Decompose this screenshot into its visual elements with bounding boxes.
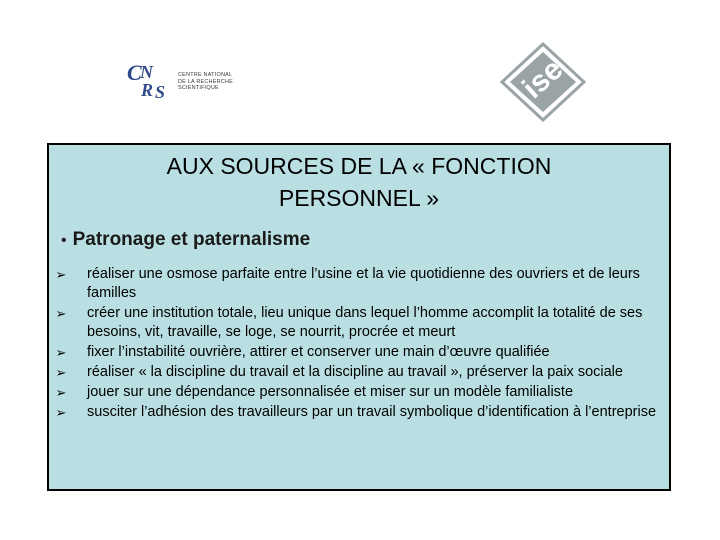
list-item	[51, 343, 663, 362]
section-heading	[61, 229, 310, 251]
svg-text:C: C	[127, 60, 142, 85]
arrow-right-icon: ➢	[55, 345, 67, 360]
bullet-dot-icon: •	[61, 232, 67, 249]
cnrs-line-1: CENTRE NATIONAL	[178, 72, 233, 78]
cnrs-logo-text	[178, 72, 258, 92]
list-item	[51, 265, 663, 303]
arrow-right-icon: ➢	[55, 365, 67, 380]
list-item-text: susciter l’adhésion des travailleurs par un travail symbolique d’identification à l’entreprise	[87, 404, 657, 420]
arrow-right-icon: ➢	[55, 405, 67, 420]
svg-text:N: N	[140, 62, 153, 82]
slide-title-line-1: AUX SOURCES DE LA « FONCTION	[166, 153, 552, 179]
slide-title	[49, 150, 669, 214]
bullet-list	[51, 265, 663, 423]
cnrs-line-3: SCIENTIFIQUE	[178, 85, 219, 91]
ise-logo-mark	[498, 42, 588, 122]
svg-text:S: S	[155, 82, 166, 100]
list-item-text: créer une institution totale, lieu unique dans lequel l’homme accomplit la totalité de ses besoins, vit, travaille, se loge, se nourrit, procrée et meurt	[87, 305, 643, 340]
list-item	[51, 363, 663, 382]
cnrs-logo	[125, 58, 255, 104]
list-item	[51, 383, 663, 402]
arrow-right-icon: ➢	[55, 385, 67, 400]
list-item	[51, 304, 663, 342]
list-item-text: réaliser « la discipline du travail et la discipline au travail », préserver la paix sociale	[87, 364, 623, 380]
cnrs-logo-mark	[125, 58, 175, 100]
svg-text:R: R	[141, 80, 154, 100]
section-heading-text: Patronage et paternalisme	[72, 229, 311, 250]
cnrs-line-2: DE LA RECHERCHE	[178, 78, 233, 85]
list-item-text: jouer sur une dépendance personnalisée et miser sur un modèle familialiste	[87, 384, 574, 400]
list-item-text: réaliser une osmose parfaite entre l’usine et la vie quotidienne des ouvriers et de leurs familles	[87, 266, 640, 301]
ise-logo	[498, 42, 588, 122]
content-box	[47, 143, 671, 491]
slide-title-line-2: PERSONNEL »	[278, 185, 440, 211]
arrow-right-icon: ➢	[55, 267, 67, 282]
list-item	[51, 403, 663, 422]
arrow-right-icon: ➢	[55, 306, 67, 321]
svg-text:ise: ise	[516, 52, 570, 106]
list-item-text: fixer l’instabilité ouvrière, attirer et conserver une main d’œuvre qualifiée	[87, 344, 550, 360]
